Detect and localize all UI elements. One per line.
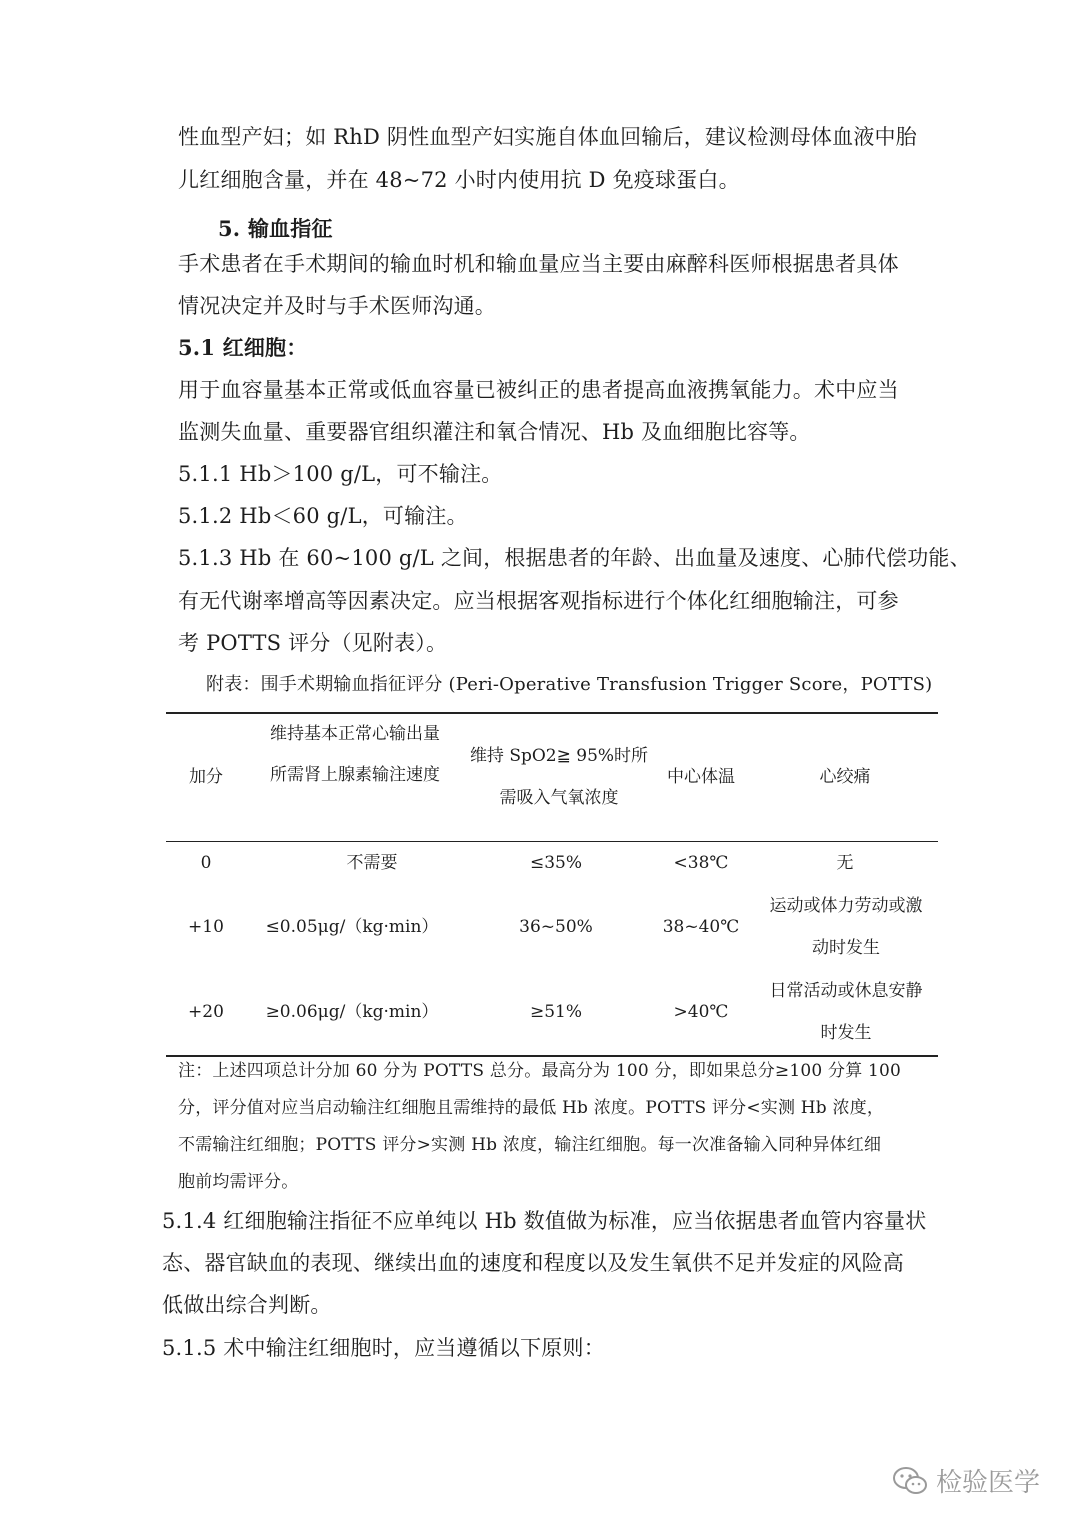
paragraph-line: 低做出综合判断。 [162,1293,332,1317]
subsection-heading: 5.1 红细胞： [178,335,308,360]
paragraph-line: 手术患者在手术期间的输血时机和输血量应当主要由麻醉科医师根据患者具体 [178,252,899,276]
table-cell: +20 [188,1002,224,1022]
table-caption: 附表：围手术期输血指征评分 (Peri-Operative Transfusion Trigger Score，POTTS) [206,674,933,695]
table-cell: 运动或体力劳动或激动时发生 [769,896,923,958]
table-cell: +10 [188,917,224,937]
table-cell: 0 [200,853,212,873]
paragraph-line: 儿红细胞含量，并在 48~72 小时内使用抗 D 免疫球蛋白。 [178,168,740,192]
table-cell: ≥51% [529,1002,583,1022]
paragraph-line: 5.1.3 Hb 在 60~100 g/L 之间，根据患者的年龄、出血量及速度、心肺代偿功能、 [178,546,971,570]
table-note-line: 分，评分值对应当启动输注红细胞且需维持的最低 Hb 浓度。POTTS 评分<实测 Hb 浓度， [178,1098,885,1118]
table-cell: ≤0.05μg/（kg·min） [265,917,439,937]
table-header-angina: 心绞痛 [819,767,871,787]
paragraph-line: 5.1.5 术中输注红细胞时，应当遵循以下原则： [162,1336,605,1360]
table-header-fio2: 维持 SpO2≧ 95%时所需吸入气氧浓度 [469,746,649,808]
paragraph-line: 性血型产妇；如 RhD 阴性血型产妇实施自体血回输后，建议检测母体血液中胎 [178,125,917,149]
paragraph-line: 用于血容量基本正常或低血容量已被纠正的患者提高血液携氧能力。术中应当 [178,378,899,402]
table-cell: 38~40℃ [662,917,740,937]
table-header-core-temp: 中心体温 [667,767,735,787]
paragraph-line: 监测失血量、重要器官组织灌注和氧合情况、Hb 及血细胞比容等。 [178,420,811,444]
table-cell: 不需要 [346,853,398,873]
table-header-epinephrine: 维持基本正常心输出量所需肾上腺素输注速度 [270,724,440,785]
watermark-text: 检验医学 [935,1468,1040,1498]
table-header-score: 加分 [189,767,223,787]
table-cell: 无 [836,853,854,873]
paragraph-line: 有无代谢率增高等因素决定。应当根据客观指标进行个体化红细胞输注，可参 [178,589,899,613]
table-note-line: 胞前均需评分。 [178,1172,299,1192]
table-bottom-rule [166,1055,938,1057]
paragraph-line: 情况决定并及时与手术医师沟通。 [178,294,496,318]
paragraph-line: 考 POTTS 评分（见附表）。 [178,631,448,655]
paragraph-line: 5.1.2 Hb＜60 g/L，可输注。 [178,504,468,528]
wechat-icon [892,1466,928,1496]
table-note-line: 注：上述四项总计分加 60 分为 POTTS 总分。最高分为 100 分，即如果总分≥100 分算 100 [178,1061,902,1081]
table-cell: 36~50% [519,917,593,937]
watermark [892,1462,1040,1499]
paragraph-line: 5.1.4 红细胞输注指征不应单纯以 Hb 数值做为标准，应当依据患者血管内容量状 [162,1209,927,1233]
paragraph-line: 态、器官缺血的表现、继续出血的速度和程度以及发生氧供不足并发症的风险高 [162,1251,904,1275]
table-cell: >40℃ [673,1002,729,1022]
section-heading: 5. 输血指征 [218,216,333,241]
paragraph-line: 5.1.1 Hb＞100 g/L，可不输注。 [178,462,503,486]
table-cell: <38℃ [673,853,729,873]
table-cell: ≥0.06μg/（kg·min） [265,1002,439,1022]
table-note-line: 不需输注红细胞；POTTS 评分>实测 Hb 浓度，输注红细胞。每一次准备输入同种异体红细 [178,1135,882,1155]
table-cell: 日常活动或休息安静时发生 [769,981,923,1043]
table-cell: ≤35% [529,853,583,873]
